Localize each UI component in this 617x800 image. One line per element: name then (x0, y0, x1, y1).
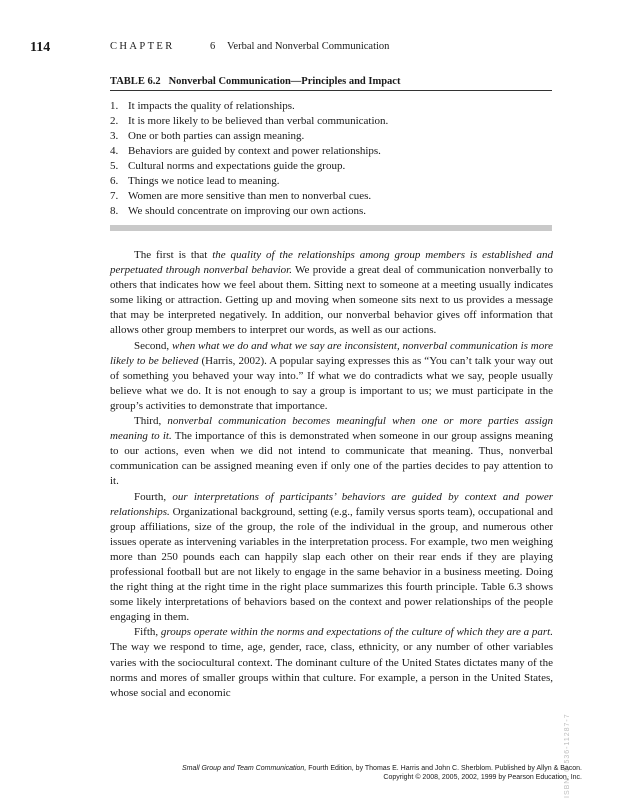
paragraph-lead: Third, (134, 415, 168, 428)
list-item-number: 3. (110, 130, 119, 142)
list-item (110, 204, 552, 219)
list-item-text: It is more likely to be believed than verbal communication. (128, 115, 389, 127)
paragraph-lead: Fifth, (134, 626, 161, 639)
list-item-text: It impacts the quality of relationships. (128, 100, 295, 112)
paragraph-emphasis: groups operate within the norms and expectations of the culture of which they are a part. (160, 626, 553, 639)
list-item-number: 8. (110, 205, 119, 217)
isbn-watermark: ISBN: 0-536-11287-7 (564, 713, 571, 798)
paragraph-fourth (110, 490, 553, 626)
paragraph-emphasis: our interpretations of participants’ behaviors are guided by context and power relationships. (110, 490, 553, 518)
list-item-number: 1. (110, 100, 119, 112)
table-caption (110, 76, 552, 91)
list-item-text: Women are more sensitive than men to nonverbal cues. (128, 190, 372, 202)
footer-line-1 (110, 764, 582, 773)
table-bottom-rule (110, 225, 552, 231)
list-item-number: 4. (110, 145, 119, 157)
running-header (30, 40, 590, 56)
paragraph-rest: Organizational background, setting (e.g., family versus sports team), occupational and group affiliations, size of the group, the role of the individual in the group, and numerous other issues operate as intervening variables in the interpretation process. For example, two men weighing more than 250 pounds each can happily slap each other on their rear ends if they are playing professional football but are not likely to engage in the same behavior in a business meeting. Doing the right thing at the right time in the right place summarizes this fourth principle. Table 6.3 shows some likely interpretations of behaviors based on the context and power relationships of the people engaging in them. (110, 505, 553, 624)
paragraph-rest: (Harris, 2002). A popular saying expresses this as “You can’t talk your way out of something you behaved your way into.” If what we do contradicts what we say, people usually believe what we do. It is not enough to say a group is important to us; we must participate in the group’s activities to demonstrate that importance. (110, 354, 553, 412)
paragraph-third (110, 414, 553, 489)
list-item-text: Cultural norms and expectations guide the group. (128, 160, 346, 172)
list-item-text: Behaviors are guided by context and power relationships. (128, 145, 381, 157)
paragraph-rest: The way we respond to time, age, gender, race, class, ethnicity, or any number of other variables varies with the sociocultural context. The dominant culture of the United States dictates many of the norms and mores of smaller groups within that culture. For example, a person in the United States, whose social and economic (110, 641, 553, 699)
chapter-number: 6 (210, 41, 216, 52)
paragraph-emphasis: nonverbal communication becomes meaningful when one or more parties assign meaning to it. (110, 415, 553, 443)
table-6-2 (110, 76, 552, 231)
list-item (110, 189, 552, 204)
list-item (110, 159, 552, 174)
list-item-number: 5. (110, 160, 119, 172)
paragraph-lead: Fourth, (134, 490, 173, 503)
list-item (110, 99, 552, 114)
chapter-label: CHAPTER (110, 41, 175, 52)
paragraph-first (110, 248, 553, 339)
chapter-title: Verbal and Nonverbal Communication (227, 41, 390, 52)
footer-publication: Fourth Edition, by Thomas E. Harris and John C. Sherblom. Published by Allyn & Bacon. (306, 765, 582, 772)
table-title: Nonverbal Communication—Principles and Impact (168, 76, 401, 87)
paragraph-emphasis: when what we do and what we say are inconsistent, nonverbal communication is more likely to be believed (110, 339, 554, 367)
list-item (110, 129, 552, 144)
list-item (110, 144, 552, 159)
list-item-text: One or both parties can assign meaning. (128, 130, 305, 142)
table-number: TABLE 6.2 (110, 76, 161, 87)
paragraph-lead: Second, (134, 339, 172, 352)
list-item-text: We should concentrate on improving our own actions. (128, 205, 367, 217)
paragraph-second (110, 339, 553, 414)
list-item-text: Things we notice lead to meaning. (128, 175, 280, 187)
list-item-number: 7. (110, 190, 119, 202)
principles-list (110, 99, 552, 219)
footer-line-2: Copyright © 2008, 2005, 2002, 1999 by Pearson Education, Inc. (383, 774, 582, 781)
paragraph-rest: We provide a great deal of communication nonverbally to others that indicates how we feel about them. Sitting next to someone at a meeting usually indicates some liking or attraction. Getting up and moving when someone sits next to us provides a message that may be interpreted negatively. In addition, our nonverbal behavior gives off information that allows other group members to interpret our words, as well as our actions. (110, 264, 553, 337)
list-item-number: 2. (110, 115, 119, 127)
paragraph-lead: The first is that (134, 249, 213, 261)
footer-book-title: Small Group and Team Communication, (182, 765, 307, 772)
isbn-margin (560, 690, 574, 800)
page-number: 114 (30, 40, 51, 55)
list-item-number: 6. (110, 175, 119, 187)
paragraph-rest: The importance of this is demonstrated when someone in our group assigns meaning to our actions, even when we did not intend to communicate that meaning. Thus, nonverbal communication can be assigned meaning even if only one of the parties decides to pay attention to it. (110, 430, 553, 488)
copyright-footer (110, 764, 582, 782)
list-item (110, 114, 552, 129)
paragraph-emphasis: the quality of the relationships among group members is established and perpetuated through nonverbal behavior. (110, 249, 554, 277)
list-item (110, 174, 552, 189)
body-text (110, 248, 553, 701)
paragraph-fifth (110, 625, 553, 700)
